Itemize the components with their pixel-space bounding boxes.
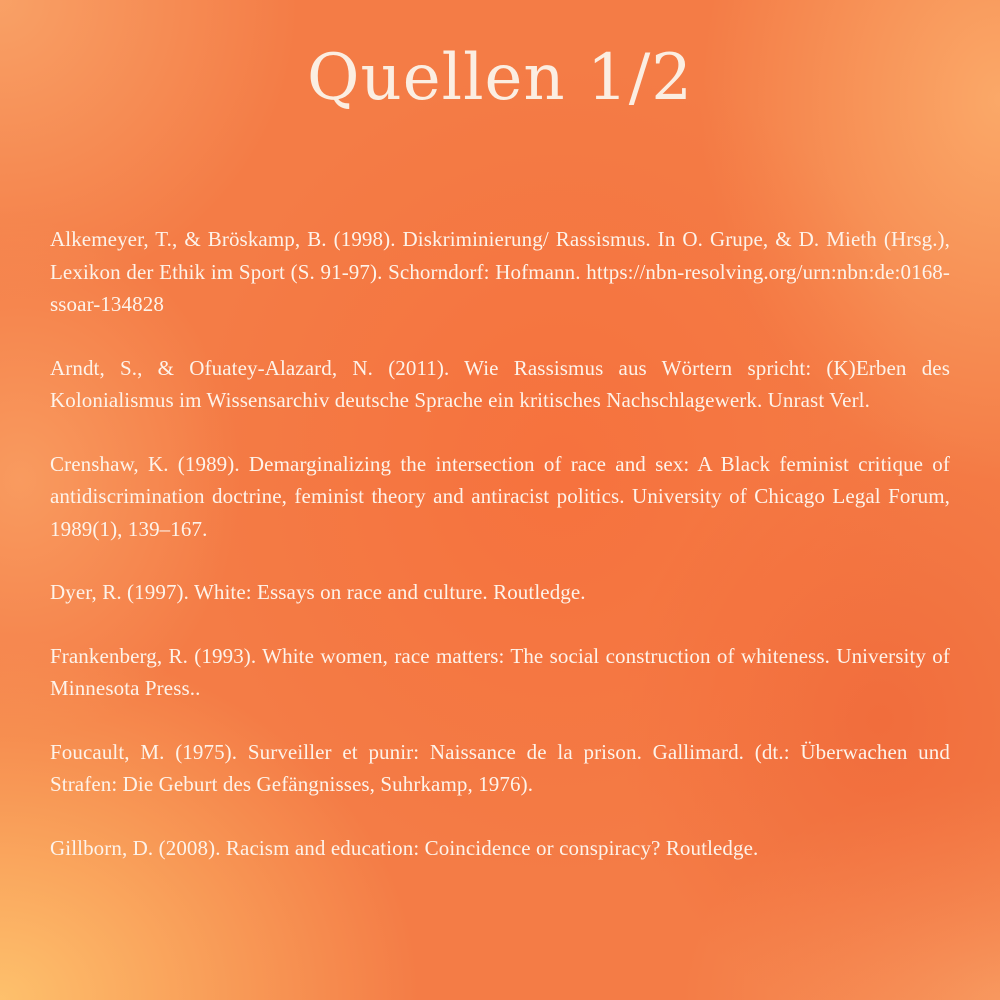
reference-crenshaw: Crenshaw, K. (1989). Demarginalizing the intersection of race and sex: A Black feminist critique of antidiscrimination doctrine, feminist theory and antiracist politics. University of Chicago Legal Forum, 1989(1), 139–167. <box>50 451 950 541</box>
reference-frankenberg: Frankenberg, R. (1993). White women, race matters: The social construction of whiteness. University of Minnesota Press.. <box>50 643 950 700</box>
reference-alkemeyer: Alkemeyer, T., & Bröskamp, B. (1998). Diskriminierung/ Rassismus. In O. Grupe, & D. Mieth (Hrsg.), Lexikon der Ethik im Sport (S. 91-97). Schorndorf: Hofmann. https://nbn-resolving.org/urn:nbn:de:0168-ssoar-134828 <box>50 227 950 316</box>
reference-foucault: Foucault, M. (1975). Surveiller et punir: Naissance de la prison. Gallimard. (dt.: Überwachen und Strafen: Die Geburt des Gefängnisses, Suhrkamp, 1976). <box>50 739 950 796</box>
reference-dyer: Dyer, R. (1997). White: Essays on race and culture. Routledge. <box>50 580 586 604</box>
page-title: Quellen 1/2 <box>307 41 693 115</box>
reference-gillborn: Gillborn, D. (2008). Racism and education: Coincidence or conspiracy? Routledge. <box>50 835 759 860</box>
reference-arndt: Arndt, S., & Ofuatey-Alazard, N. (2011). Wie Rassismus aus Wörtern spricht: (K)Erben des Kolonialismus im Wissensarchiv deutsche Sprache ein kritisches Nachschlagewerk. Unrast Verl. <box>50 355 950 412</box>
reference-list <box>50 223 950 864</box>
